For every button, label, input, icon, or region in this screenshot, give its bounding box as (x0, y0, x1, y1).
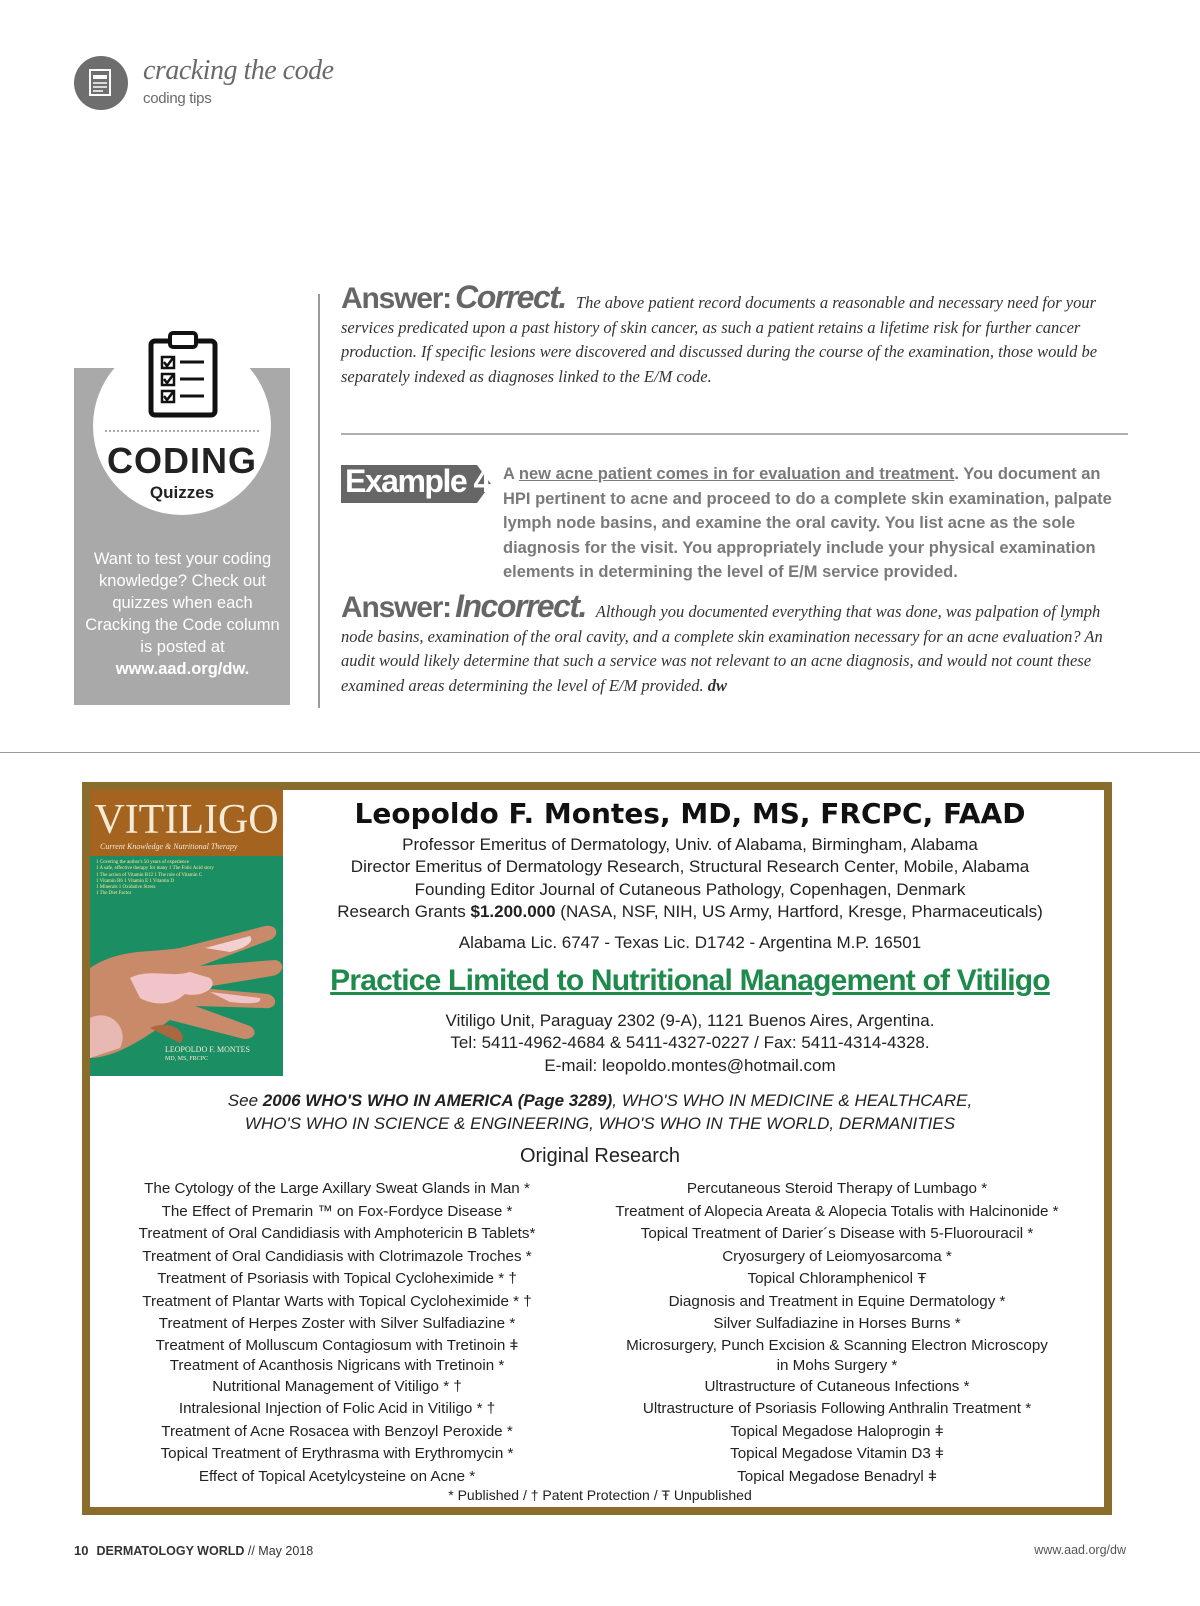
column-divider (318, 294, 320, 708)
list-item: Topical Treatment of Erythrasma with Erythromycin * (160, 1445, 514, 1462)
list-item: Diagnosis and Treatment in Equine Dermatology * (668, 1292, 1006, 1310)
list-item: Topical Chloramphenicol Ŧ (747, 1270, 927, 1287)
book-author: LEOPOLDO F. MONTES (165, 1045, 250, 1054)
example-underlined: new acne patient comes in for evaluation and treatment (518, 465, 955, 483)
book-title: VITILIGO (94, 797, 279, 843)
dotted-divider (105, 430, 259, 432)
list-item: Percutaneous Steroid Therapy of Lumbago * (686, 1180, 988, 1197)
list-item: Treatment of Acanthosis Nigricans with Tretinoin * (169, 1356, 505, 1374)
section-title: cracking the code (143, 55, 334, 86)
contact-info (290, 1010, 1090, 1077)
page-footer (74, 1543, 313, 1558)
list-item: Silver Sulfadiazine in Horses Burns * (713, 1315, 961, 1332)
quiz-subtitle: Quizzes (149, 483, 215, 502)
list-item: Treatment of Psoriasis with Topical Cycloheximide * † (157, 1270, 517, 1287)
list-item: in Mohs Surgery * (776, 1356, 898, 1374)
list-item: Ultrastructure of Cutaneous Infections * (704, 1377, 970, 1395)
doctor-name: Leopoldo F. Montes, MD, MS, FRCPC, FAAD (354, 797, 1026, 830)
list-item: The Cytology of the Large Axillary Sweat Glands in Man * (144, 1180, 530, 1197)
issue-date: // May 2018 (244, 1544, 314, 1558)
magazine-name: DERMATOLOGY WORLD (96, 1544, 245, 1558)
horizontal-divider (341, 433, 1128, 435)
list-item: Topical Megadose Vitamin D3 ǂ (730, 1445, 944, 1462)
research-list-left (112, 1178, 562, 1488)
list-item: The Effect of Premarin ™ on Fox-Fordyce Disease * (161, 1202, 513, 1220)
answer-label: Answer: (341, 591, 451, 624)
list-item: Treatment of Oral Candidiasis with Clotrimazole Troches * (142, 1247, 532, 1265)
sidebar-link[interactable]: www.aad.org/dw. (115, 660, 250, 678)
section-subtitle: coding tips (143, 90, 212, 107)
whos-who-reference: See 2006 WHO'S WHO IN AMERICA (Page 3289), WHO'S WHO IN MEDICINE & HEALTHCARE, WHO'S WHO IN SCIENCE & ENGINEERING, WHO'S WHO IN THE WORLD, DERMANITIES (227, 1091, 973, 1133)
practice-heading: Practice Limited to Nutritional Management of Vitiligo (330, 964, 1050, 997)
research-legend: * Published / † Patent Protection / Ŧ Unpublished (448, 1487, 752, 1503)
author-sign: dw (707, 675, 727, 695)
answer-correct (341, 279, 1129, 389)
book-credentials: MD, MS, FRCPC (165, 1056, 209, 1062)
list-item: Topical Megadose Benadryl ǂ (737, 1467, 937, 1485)
answer-text: The above patient record documents a reasonable and necessary need for your services predicated upon a past history of skin cancer, as such a patient retains a lifetime risk for further cancer production. If specific lesions were discovered and discussed during the course of the examination, those would be separately indexed as diagnoses linked to the E/M code. (341, 293, 1098, 386)
licenses: Alabama Lic. 6747 - Texas Lic. D1742 - Argentina M.P. 16501 (458, 933, 922, 952)
book-cover (90, 790, 283, 1076)
email[interactable]: E-mail: leopoldo.montes@hotmail.com (544, 1055, 836, 1075)
clipboard-checklist-icon (148, 331, 218, 419)
sidebar-description: Want to test your coding knowledge? Check out quizzes when each Cracking the Code column is posted at (85, 550, 280, 656)
answer-verdict: Incorrect. (455, 588, 586, 624)
answer-verdict: Correct. (455, 279, 566, 315)
list-item: Treatment of Alopecia Areata & Alopecia Totalis with Halcinonide * (615, 1202, 1059, 1220)
answer-incorrect (341, 588, 1129, 698)
section-icon-badge (74, 56, 128, 110)
sidebar-text (80, 548, 285, 680)
book-contents: 1 Covering the author's 50 years of experience 1 A safe, effective therapy for many 1 The Folic Acid story 1 The action of Vitamin B12 1 The role of Vitamin C 1 Vitamin B6 1 Vitamin E 1 Vitamin D 1 Minerals 1 Oxidative Stress 1 The Diet Factor (96, 860, 214, 897)
list-item: Treatment of Oral Candidiasis with Amphotericin B Tablets* (138, 1225, 536, 1242)
research-list-right (598, 1178, 1076, 1488)
list-item: Treatment of Plantar Warts with Topical Cycloheximide * † (142, 1292, 532, 1310)
example-text: A new acne patient comes in for evaluation and treatment. You document an HPI pertinent to acne and proceed to do a complete skin examination, palpate lymph node basins, and examine the oral cavity. You list acne as the sole diagnosis for the visit. You appropriately include your physical examination elements in determining the level of E/M service provided. (503, 465, 1112, 581)
page-number: 10 (74, 1543, 89, 1558)
quiz-title: CODING (107, 440, 257, 481)
research-grants: Research Grants $1.200.000 (NASA, NSF, NIH, US Army, Hartford, Kresge, Pharmaceuticals) (337, 901, 1043, 921)
list-item: Nutritional Management of Vitiligo * † (212, 1377, 462, 1395)
list-item: Topical Treatment of Darier´s Disease with 5-Fluorouracil * (640, 1225, 1034, 1242)
list-item: Cryosurgery of Leiomyosarcoma * (722, 1247, 952, 1265)
list-item: Effect of Topical Acetylcysteine on Acne * (198, 1467, 476, 1485)
example-label: Example 4 (345, 463, 490, 499)
document-icon (87, 68, 115, 98)
list-item: Treatment of Acne Rosacea with Benzoyl Peroxide * (161, 1422, 513, 1440)
research-title: Original Research (519, 1145, 681, 1167)
list-item: Treatment of Molluscum Contagiosum with Tretinoin ǂ (155, 1336, 519, 1354)
list-item: Topical Megadose Haloprogin ǂ (730, 1422, 944, 1440)
answer-label: Answer: (341, 282, 451, 315)
book-subtitle: Current Knowledge & Nutritional Therapy (100, 842, 238, 851)
list-item: Ultrastructure of Psoriasis Following Anthralin Treatment * (642, 1400, 1032, 1417)
doctor-credentials: Professor Emeritus of Dermatology, Univ. of Alabama, Birmingham, Alabama Director Emeritus of Dermatology Research, Structural Research Center, Mobile, Alabama Founding Editor Journal of Cutaneous Pathology, Copenhagen, Denmark Research Grants $1.200.000 (NASA, NSF, NIH, US Army, Hartford, Kresge, Pharmaceuticals) (290, 834, 1090, 923)
list-item: Microsurgery, Punch Excision & Scanning Electron Microscopy (626, 1336, 1048, 1354)
address: Vitiligo Unit, Paraguay 2302 (9-A), 1121 Buenos Aires, Argentina. (445, 1011, 935, 1030)
phone: Tel: 5411-4962-4684 & 5411-4327-0227 / Fax: 5411-4314-4328. (450, 1033, 930, 1053)
page-divider (0, 752, 1200, 753)
answer-text: Although you documented everything that was done, was palpation of lymph node basins, examination of the oral cavity, and a complete skin examination necessary for an acne evaluation? An audit would likely determine that such a service was not relevant to an acne diagnosis, and would not count these examined areas determining the level of E/M provided. (341, 602, 1103, 695)
list-item: Treatment of Herpes Zoster with Silver Sulfadiazine * (158, 1315, 516, 1332)
list-item: Intralesional Injection of Folic Acid in Vitiligo * † (178, 1400, 496, 1417)
footer-url[interactable]: www.aad.org/dw (1034, 1543, 1126, 1557)
